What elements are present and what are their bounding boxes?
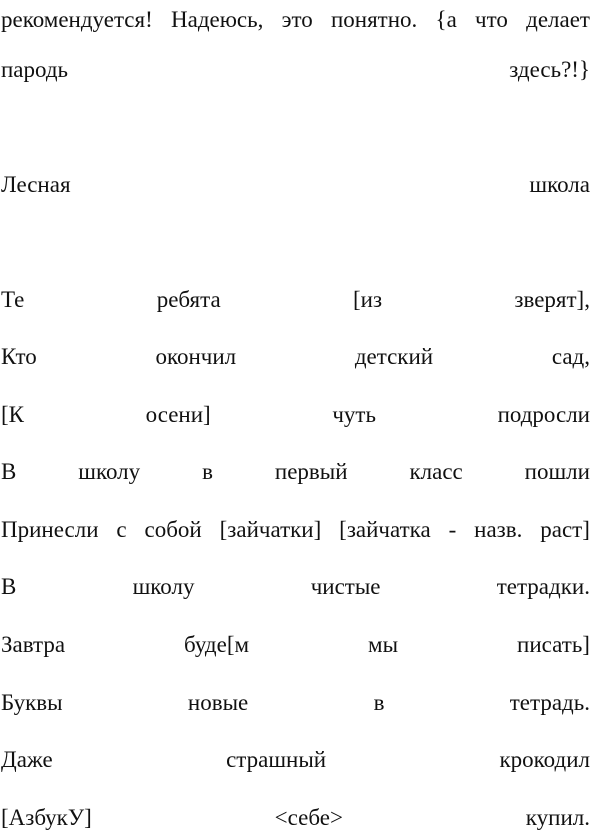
word: пошли xyxy=(524,459,590,484)
word: тетрадь. xyxy=(509,690,590,715)
word: осени] xyxy=(145,402,211,427)
text-line-10 xyxy=(1,630,590,660)
text-line-13 xyxy=(1,803,590,833)
word: первый xyxy=(274,459,348,484)
text-line-6 xyxy=(1,400,590,430)
word: что xyxy=(475,7,508,32)
word: школу xyxy=(78,459,141,484)
text-line-12 xyxy=(1,745,590,775)
text-line-1 xyxy=(1,5,590,35)
word: крокодил xyxy=(499,747,590,772)
word: ребята xyxy=(156,287,221,312)
word: Лесная xyxy=(1,172,71,197)
word: {а xyxy=(435,7,457,32)
text-line-5 xyxy=(1,342,590,372)
word: [зайчатки] xyxy=(219,517,322,542)
word: В xyxy=(1,574,17,599)
text-line-8 xyxy=(1,515,590,545)
word: <себе> xyxy=(274,805,343,830)
word: буде[м xyxy=(184,632,250,657)
word: [АзбукУ] xyxy=(1,805,92,830)
word: в xyxy=(202,459,213,484)
word: Принесли xyxy=(1,517,99,542)
word: сад, xyxy=(551,344,590,369)
word: это xyxy=(281,7,313,32)
word: класс xyxy=(409,459,463,484)
word: зверят], xyxy=(514,287,590,312)
word: здесь?!} xyxy=(509,57,590,82)
word: школа xyxy=(529,172,590,197)
word: окончил xyxy=(155,344,237,369)
word: [зайчатка xyxy=(339,517,431,542)
word: чистые xyxy=(310,574,381,599)
word: - xyxy=(448,517,457,542)
word: детский xyxy=(354,344,434,369)
text-line-2 xyxy=(1,55,590,85)
word: собой xyxy=(144,517,202,542)
word: Кто xyxy=(1,344,37,369)
word: Завтра xyxy=(1,632,66,657)
word: Даже xyxy=(1,747,53,772)
word: Надеюсь, xyxy=(171,7,264,32)
word: Те xyxy=(1,287,25,312)
word: назв. xyxy=(474,517,523,542)
word: пародь xyxy=(1,57,69,82)
word: подросли xyxy=(497,402,590,427)
word: раст] xyxy=(540,517,590,542)
word: Буквы xyxy=(1,690,63,715)
word: делает xyxy=(526,7,590,32)
text-line-9 xyxy=(1,572,590,602)
word: новые xyxy=(187,690,249,715)
word: тетрадки. xyxy=(496,574,590,599)
word: рекомендуется! xyxy=(1,7,153,32)
word: мы xyxy=(368,632,399,657)
word: школу xyxy=(132,574,195,599)
word: понятно. xyxy=(330,7,418,32)
word: В xyxy=(1,459,17,484)
word: [из xyxy=(353,287,383,312)
word: купил. xyxy=(525,805,590,830)
word: писать] xyxy=(517,632,590,657)
word: в xyxy=(373,690,385,715)
word: с xyxy=(116,517,127,542)
word: [К xyxy=(1,402,24,427)
text-line-3 xyxy=(1,170,590,200)
word: чуть xyxy=(332,402,376,427)
text-line-4 xyxy=(1,285,590,315)
word: страшный xyxy=(226,747,327,772)
text-line-7 xyxy=(1,457,590,487)
text-line-11 xyxy=(1,688,590,718)
